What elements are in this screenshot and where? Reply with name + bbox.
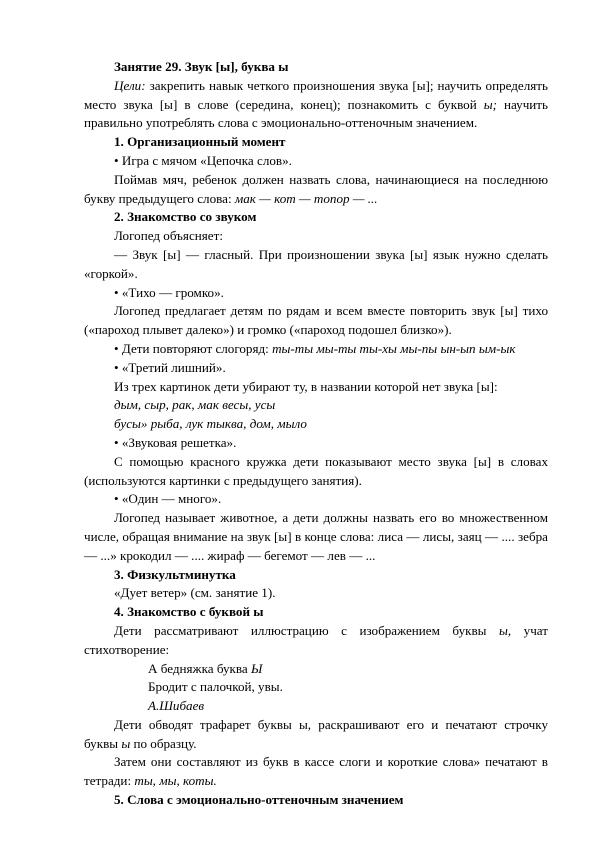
section1-text-body: Поймав мяч, ребенок должен назвать слова, начинающиеся на последнюю букву предыдущего слова: xyxy=(84,171,548,206)
section3-heading: 3. Физкультминутка xyxy=(114,566,236,582)
section4-compose xyxy=(84,753,548,791)
section2-heading: 2. Знакомство со звуком xyxy=(114,209,257,225)
section2-game3: • «Звуковая решетка». xyxy=(114,434,237,450)
section2-game2-text: Из трех картинок дети убирают ту, в названии которой нет звука [ы]: xyxy=(114,378,498,394)
page-title: Занятие 29. Звук [ы], буква ы xyxy=(114,59,289,74)
section2-syllables-prefix: • Дети повторяют слогоряд: xyxy=(114,340,273,356)
section2-game1: • «Тихо — громко». xyxy=(114,284,224,300)
section1-example: мак — кот — топор — ... xyxy=(234,190,378,206)
section2-quote: — Звук [ы] — гласный. При произношении звука [ы] язык нужно сделать «горкой». xyxy=(84,246,548,281)
section2-game4-text: Логопед называет животное, а дети должны назвать его во множественном числе, обращая внимание на звук [ы] в конце слова: лиса — лисы, заяц — .... зебра — ...» крокодил — .... жираф — бегемот — лев — ... xyxy=(84,510,548,563)
section2-syllables-row: ты-ты мы-ты ты-хы мы-пы ын-ып ым-ык xyxy=(272,340,516,356)
section2-game4: • «Один — много». xyxy=(114,491,222,507)
section4-trace-letter: ы xyxy=(121,735,131,751)
poem-line-1-b: Ы xyxy=(251,660,263,676)
goals-text-a: закрепить навык четкого произношения звука [ы]; научить определять место звука [ы] в слове (середина, конец); познакомить с буквой xyxy=(84,77,548,112)
section2-syllables xyxy=(84,340,548,359)
section4-trace-a: Дети обводят трафарет буквы ы, раскрашивают его и печатают строчку буквы xyxy=(84,716,548,751)
goals-label: Цели: xyxy=(114,77,146,93)
goals-paragraph xyxy=(84,77,548,133)
section4-text-b: учат стихотворение: xyxy=(84,622,548,657)
section2-game1-text: Логопед предлагает детям по рядам и всем вместе повторить звук [ы] тихо («пароход плывет далеко») и громко («пароход подошел близко»). xyxy=(84,303,548,338)
section4-trace-b: по образцу. xyxy=(130,735,197,751)
section4-trace xyxy=(84,716,548,754)
section4-text xyxy=(84,622,548,660)
section4-compose-text: Затем они составляют из букв в кассе слоги и короткие слова» печатают в тетради: xyxy=(84,754,548,789)
section2-game3-text: С помощью красного кружка дети показывают место звука [ы] в словах (используются картинки с предыдущего занятия). xyxy=(84,453,548,488)
section4-text-a: Дети рассматривают иллюстрацию с изображением буквы xyxy=(114,622,499,638)
section2-word-row-1: дым, сыр, рак, мак весы, усы xyxy=(114,397,276,413)
document-page xyxy=(84,58,548,810)
section3-text: «Дует ветер» (см. занятие 1). xyxy=(114,585,276,601)
section4-heading: 4. Знакомство с буквой ы xyxy=(114,604,264,620)
section2-explains: Логопед объясняет: xyxy=(114,228,223,244)
section2-word-row-2: бусы» рыба, лук тыква, дом, мыло xyxy=(114,416,307,432)
section2-game2: • «Третий лишний». xyxy=(114,359,226,375)
poem-author: А.Шибаев xyxy=(148,698,205,714)
poem-line-2: Бродит с палочкой, увы. xyxy=(148,679,283,695)
section1-text xyxy=(84,171,548,209)
section5-heading: 5. Слова с эмоционально-оттеночным значением xyxy=(114,792,404,808)
section4-letter: ы, xyxy=(498,622,512,638)
poem xyxy=(84,660,548,716)
section1-heading: 1. Организационный момент xyxy=(114,134,286,150)
poem-line-1-a: А бедняжка буква xyxy=(148,660,252,676)
poem-line-1 xyxy=(148,660,548,679)
goals-letter: ы; xyxy=(483,96,497,112)
goals-text-b: научить правильно употреблять слова с эмоционально-оттеночным значением. xyxy=(84,96,548,131)
section4-compose-words: ты, мы, коты. xyxy=(134,773,217,789)
section1-game: • Игра с мячом «Цепочка слов». xyxy=(114,152,292,168)
